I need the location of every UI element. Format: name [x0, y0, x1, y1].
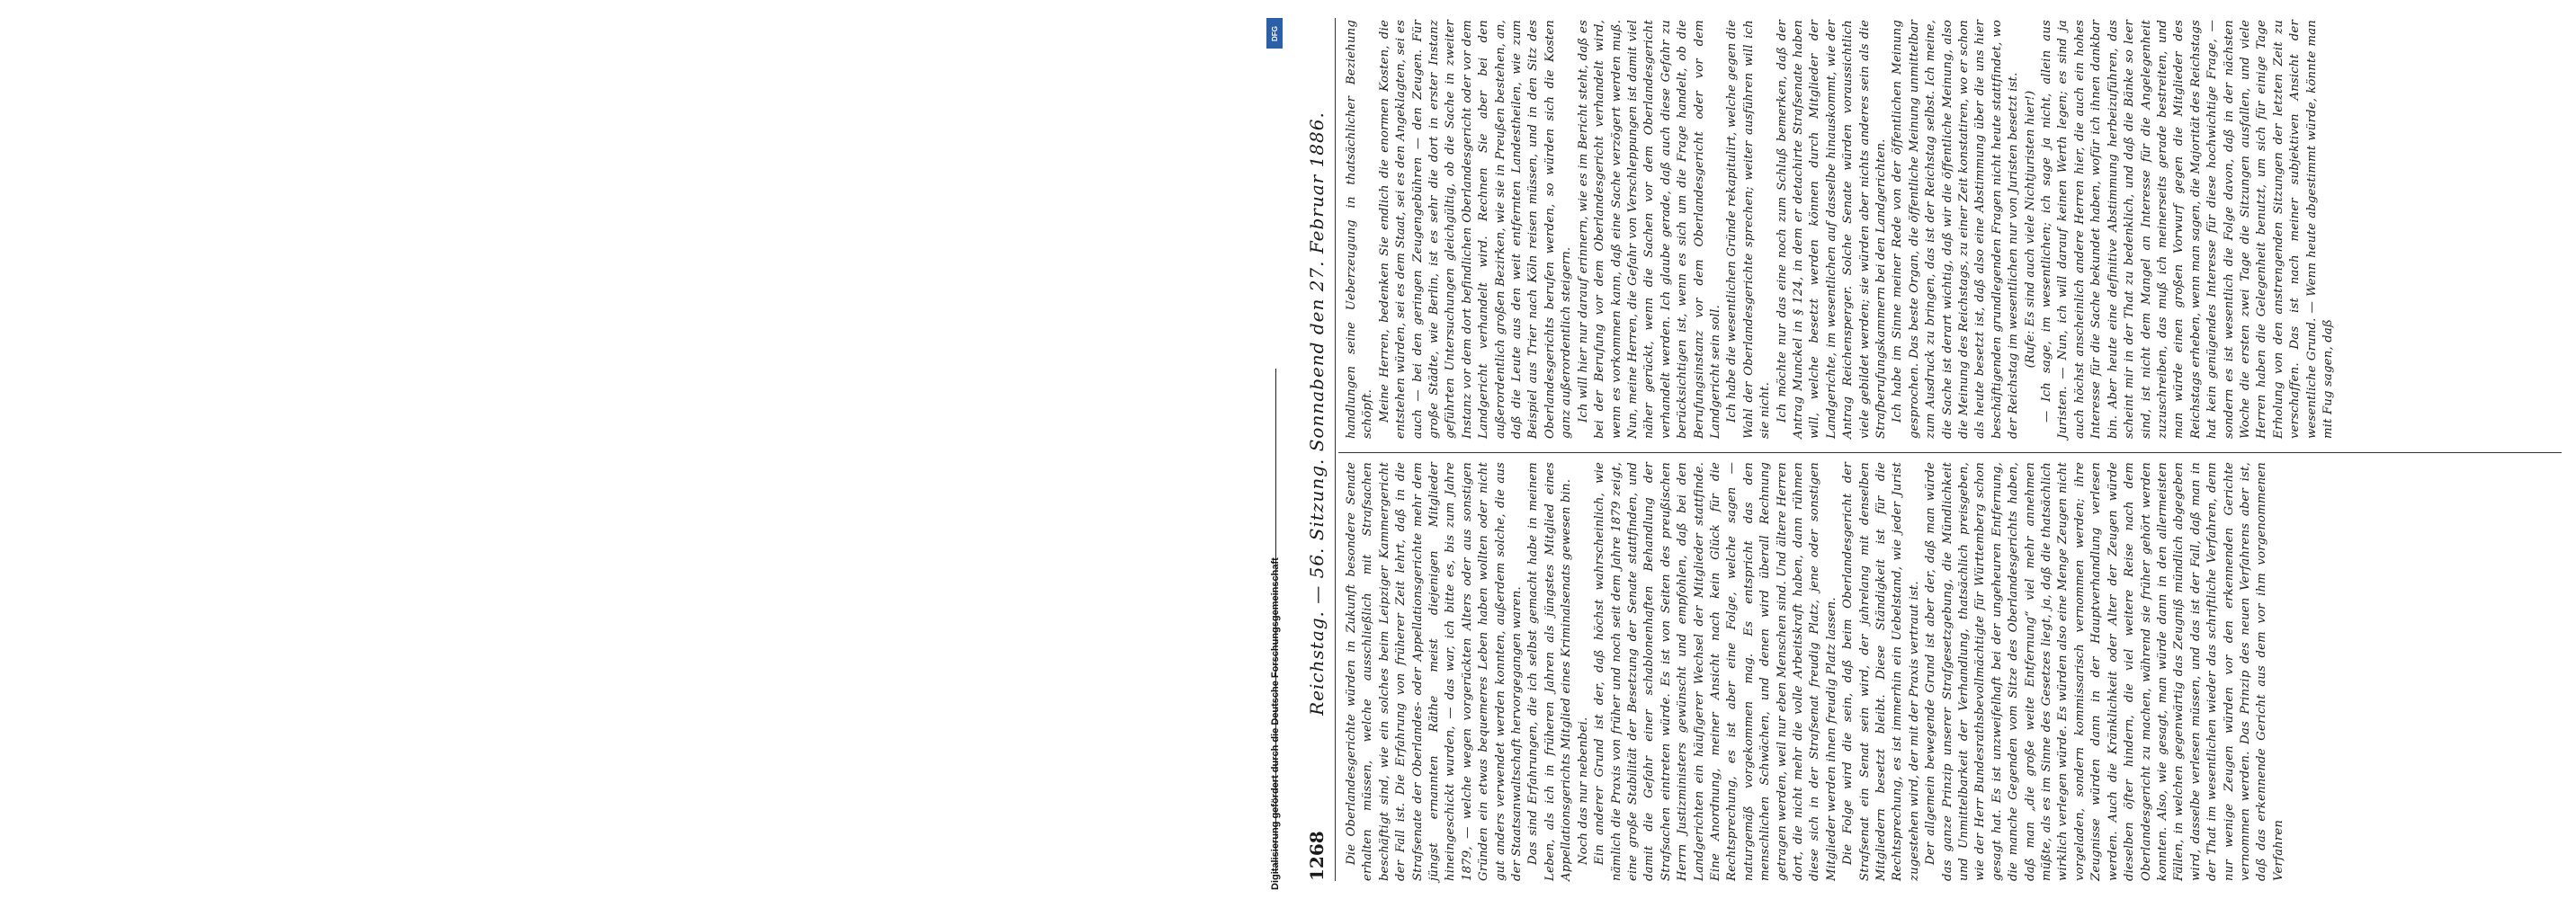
page-number: 1268 — [1306, 831, 1328, 881]
header-rule — [1335, 18, 1336, 881]
column-divider — [1338, 452, 2562, 453]
paragraph: Der allgemein bewegende Grund ist aber der, daß man würde das ganze Prinzip unserer Strafgesetzgebung, die Mündlichkeit und Unmittelbarkeit der Verhandlung, thatsächlich preisgeben, wie der Herr Bundesrathsbevollmächtigte für Württemberg schon gesagt hat. Es ist unzweifelhaft bei der ungeheuren Entfernung, die manche Gegenden vom Sitze des Oberlandesgerichts haben, daß man „die große weite Entfernung“ viel mehr annehmen müßte, als es im Sinne des Gesetzes liegt, ja, daß die thatsächlich wirklich verlegen würde. Es würden also eine Menge Zeugen nicht vorgeladen, sondern kommissarisch vernommen werden; ihre Zeugnisse würden dann in der Hauptverhandlung verlesen werden. Auch die Kränklichkeit oder Alter der Zeugen würde dieselben öfter hindern, die viel weitere Reise nach dem Oberlandesgericht zu machen, während sie früher gehört werden konnten. Also, wie gesagt, man würde dann in den allermeisten Fällen, in welchen gegenwärtig das Zeugniß mündlich abgegeben wird, dasselbe verlesen müssen, und das ist der Fall, daß man in der That im wesentlichen wieder das schriftliche Verfahren, denn nur wenige Zeugen würden vor den erkennenden Gerichte vernommen werden. Das Prinzip des neuen Verfahrens aber ist, daß das erkennende Gericht aus dem vor ihm vorgenommenen Verfahren — [1924, 462, 2285, 881]
paragraph: Ich habe die wesentlichen Gründe rekapitulirt, welche gegen die Wahl der Oberlandesgerichte sprechen; weiter ausführen will ich sie nicht. — [1725, 20, 1773, 439]
paragraph: Ein anderer Grund ist der, daß höchst wahrscheinlich, wie nämlich die Praxis von früher und noch seit dem Jahre 1879 zeigt, eine große Stabilität der Besetzung der Senate stattfinden, und damit die Gefahr einer schablonenhaften Behandlung der Strafsachen eintreten würde. Es ist von Seiten des preußischen Herrn Justizministers gewünscht und empfohlen, daß bei den Landgerichten ein häufigerer Wechsel der Mitglieder stattfinde. Eine Anordnung, meiner Ansicht nach kein Glück für die Rechtsprechung, es ist aber eine Folge, welche sagen — naturgemäß vorgekommen mag. Es entspricht das den menschlichen Schwächen, und denen wird überall Rechnung getragen werden, weil nur eben Menschen sind. Und ältere Herren dort, die nicht mehr die volle Arbeitskraft haben, dann rühmen diese sich in der Strafsenat freudig Platz, jene oder sonstigen Mitglieder werden ihnen freudig Platz lassen. — [1593, 462, 1838, 881]
digitization-credit: Digitalisierung gefördert durch die Deutsche Forschungsgemeinschaft — [1270, 557, 1281, 890]
paragraph: Ich möchte nur das eine noch zum Schluß bemerken, daß der Antrag Munckel in § 124, in dem er detachirte Strafsenate haben will, welche besetzt werden können durch Mitglieder der Landgerichte, im wesentlichen auf dasselbe hinauskommt, wie der Antrag Reichensperger. Solche Senate würden voraussichtlich viele gebildet werden; sie würden aber nichts anderes sein als die Strafberufungskammern bei den Landgerichten. — [1775, 20, 1888, 439]
interjection: (Rufe: Es sind auch viele Nichtjuristen hier!) — [2023, 90, 2037, 369]
paragraph: Ich habe im Sinne meiner Rede von der öffentlichen Meinung gesprochen. Das beste Organ, die öffentliche Meinung unmittelbar zum Ausdruck zu bringen, das ist der Reichstag selbst. Ich meine, die Sache ist derart wichtig, daß wir die öffentliche Meinung, also die Meinung des Reichstags, zu einer Zeit konstatiren, wo er schon als heute besetzt ist, daß also eine Abstimmung über die uns hier beschäftigenden grundlegenden Fragen nicht heute stattfindet, wo der Reichstag im wesentlichen nur von Juristen besetzt ist. — [1891, 20, 2021, 439]
paragraph: Noch das nur nebenbei. — [1576, 717, 1590, 865]
paragraph: — Ich sage, im wesentlichen; ich sage ja nicht, allein aus Juristen. — Nun, ich will darauf keinen Werth legen; es sind ja auch höchst anscheinlich andere Herren hier, die auch ein hohes Interesse für die Sache bekundet haben, wofür ich ihnen dankbar bin. Aber heute eine definitive Abstimmung herbeizuführen, das scheint mir in der That zu bedenklich, und daß die Bänke so leer sind, ist nicht dem Mangel an Interesse für die Angelegenheit zuzuschreiben, das muß ich meinerseits gerade bestreiten, und man würde einen großen Vorwurf gegen die Mitglieder des Reichstags erheben, wenn man sagen, die Majorität des Reichstags hat kein genügendes Interesse für diese hochwichtige Frage, — sondern es ist wesentlich die Folge davon, daß in der nächsten Woche die ersten zwei Tage die Sitzungen ausfallen, und viele Herren haben die Gelegenheit benutzt, um sich für einige Tage Erholung von den anstrengenden Sitzungen der letzten Zeit zu verschaffen. Das ist nach meiner subjektiven Ansicht der wesentliche Grund. — Wenn heute abgestimmt würde, könnte man mit Fug sagen, daß — [2040, 20, 2335, 439]
paragraph: Meine Herren, bedenken Sie endlich die enormen Kosten, die entstehen würden, sei es dem Staat, sei es den Angeklagten, sei es auch — bei den geringen Zeugengebühren — den Zeugen. Für große Städte, wie Berlin, ist es sehr die dort in erster Instanz geführten Untersuchungen gleichgültig, ob die Sache in zweiter Instanz vor dem dort befindlichen Oberlandesgericht oder vor dem Landgericht verhandelt wird. Rechnen Sie aber bei den außerordentlich großen Bezirken, wie sie in Preußen bestehen, an, daß die Leute aus den weit entfernten Landestheilen, wie zum Beispiel aus Trier nach Köln reisen müssen, und in den Sitz des Oberlandesgerichts berufen werden, so würden sich die Kosten ganz außerordentlich steigern. — [1377, 20, 1574, 439]
running-title: Reichstag. — 56. Sitzung. Sonnabend den 27. Februar 1886. — [1306, 111, 1328, 716]
running-header — [1301, 18, 1333, 881]
right-column — [1344, 20, 2558, 439]
paragraph: Das sind Erfahrungen, die ich selbst gemacht habe in meinem Leben, als ich in früheren Jahren als jüngstes Mitglied eines Appellationsgerichts Mitglied eines Kriminalsenats gewesen bin. — [1526, 462, 1574, 881]
paragraph: Die Folge wird die sein, daß beim Oberlandesgericht der Strafsenat ein Senat sein wird, der jahrelang mit denselben Mitgliedern besetzt bleibt. Diese Ständigkeit ist für die Rechtsprechung, es ist immerhin ein Uebelstand, wie jeder Jurist zugestehen wird, der mit der Praxis vertraut ist. — [1841, 462, 1921, 881]
left-column — [1344, 462, 2558, 881]
paragraph: Die Oberlandesgerichte würden in Zukunft besondere Senate erhalten müssen, welche ausschließlich mit Strafsachen beschäftigt sind, wie ein solches beim Leipziger Kammergericht der Fall ist. Die Erfahrung von früherer Zeit lehrt, daß in die Strafsenate der Oberlandes- oder Appellationsgerichte mehr dem jüngst ernannten Räthe meist diejenigen Mitglieder hineingeschickt wurden, — das war, ich bitte es, bis zum Jahre 1879, — welche wegen vorgerückten Alters oder aus sonstigen Gründen ein etwas bequemeres Leben haben wollten oder nicht gut anders verwendet werden konnten, außerdem solche, die aus der Staatsanwaltschaft hervorgegangen waren. — [1345, 462, 1525, 881]
document-page — [1288, 0, 2576, 899]
dfg-logo: DFG — [1266, 18, 1283, 49]
paragraph: Ich will hier nur darauf erinnern, wie es im Bericht steht, daß es bei der Berufung vor dem Oberlandesgericht verhandelt wird, wenn es vorkommen kann, daß eine Sache verzögert werden muß. Nun, meine Herren, die Gefahr von Verschleppungen ist damit viel näher gerückt, wenn die Sachen vor dem Oberlandesgericht verhandelt werden. Ich glaube gerade, daß auch diese Gefahr zu berücksichtigen ist, wenn es sich um die Frage handelt, ob die Berufungsinstanz vor dem Oberlandesgericht oder vor dem Landgericht sein soll. — [1576, 20, 1722, 439]
paragraph: handlungen seine Ueberzeugung in thatsächlicher Beziehung schöpft. — [1345, 20, 1375, 439]
